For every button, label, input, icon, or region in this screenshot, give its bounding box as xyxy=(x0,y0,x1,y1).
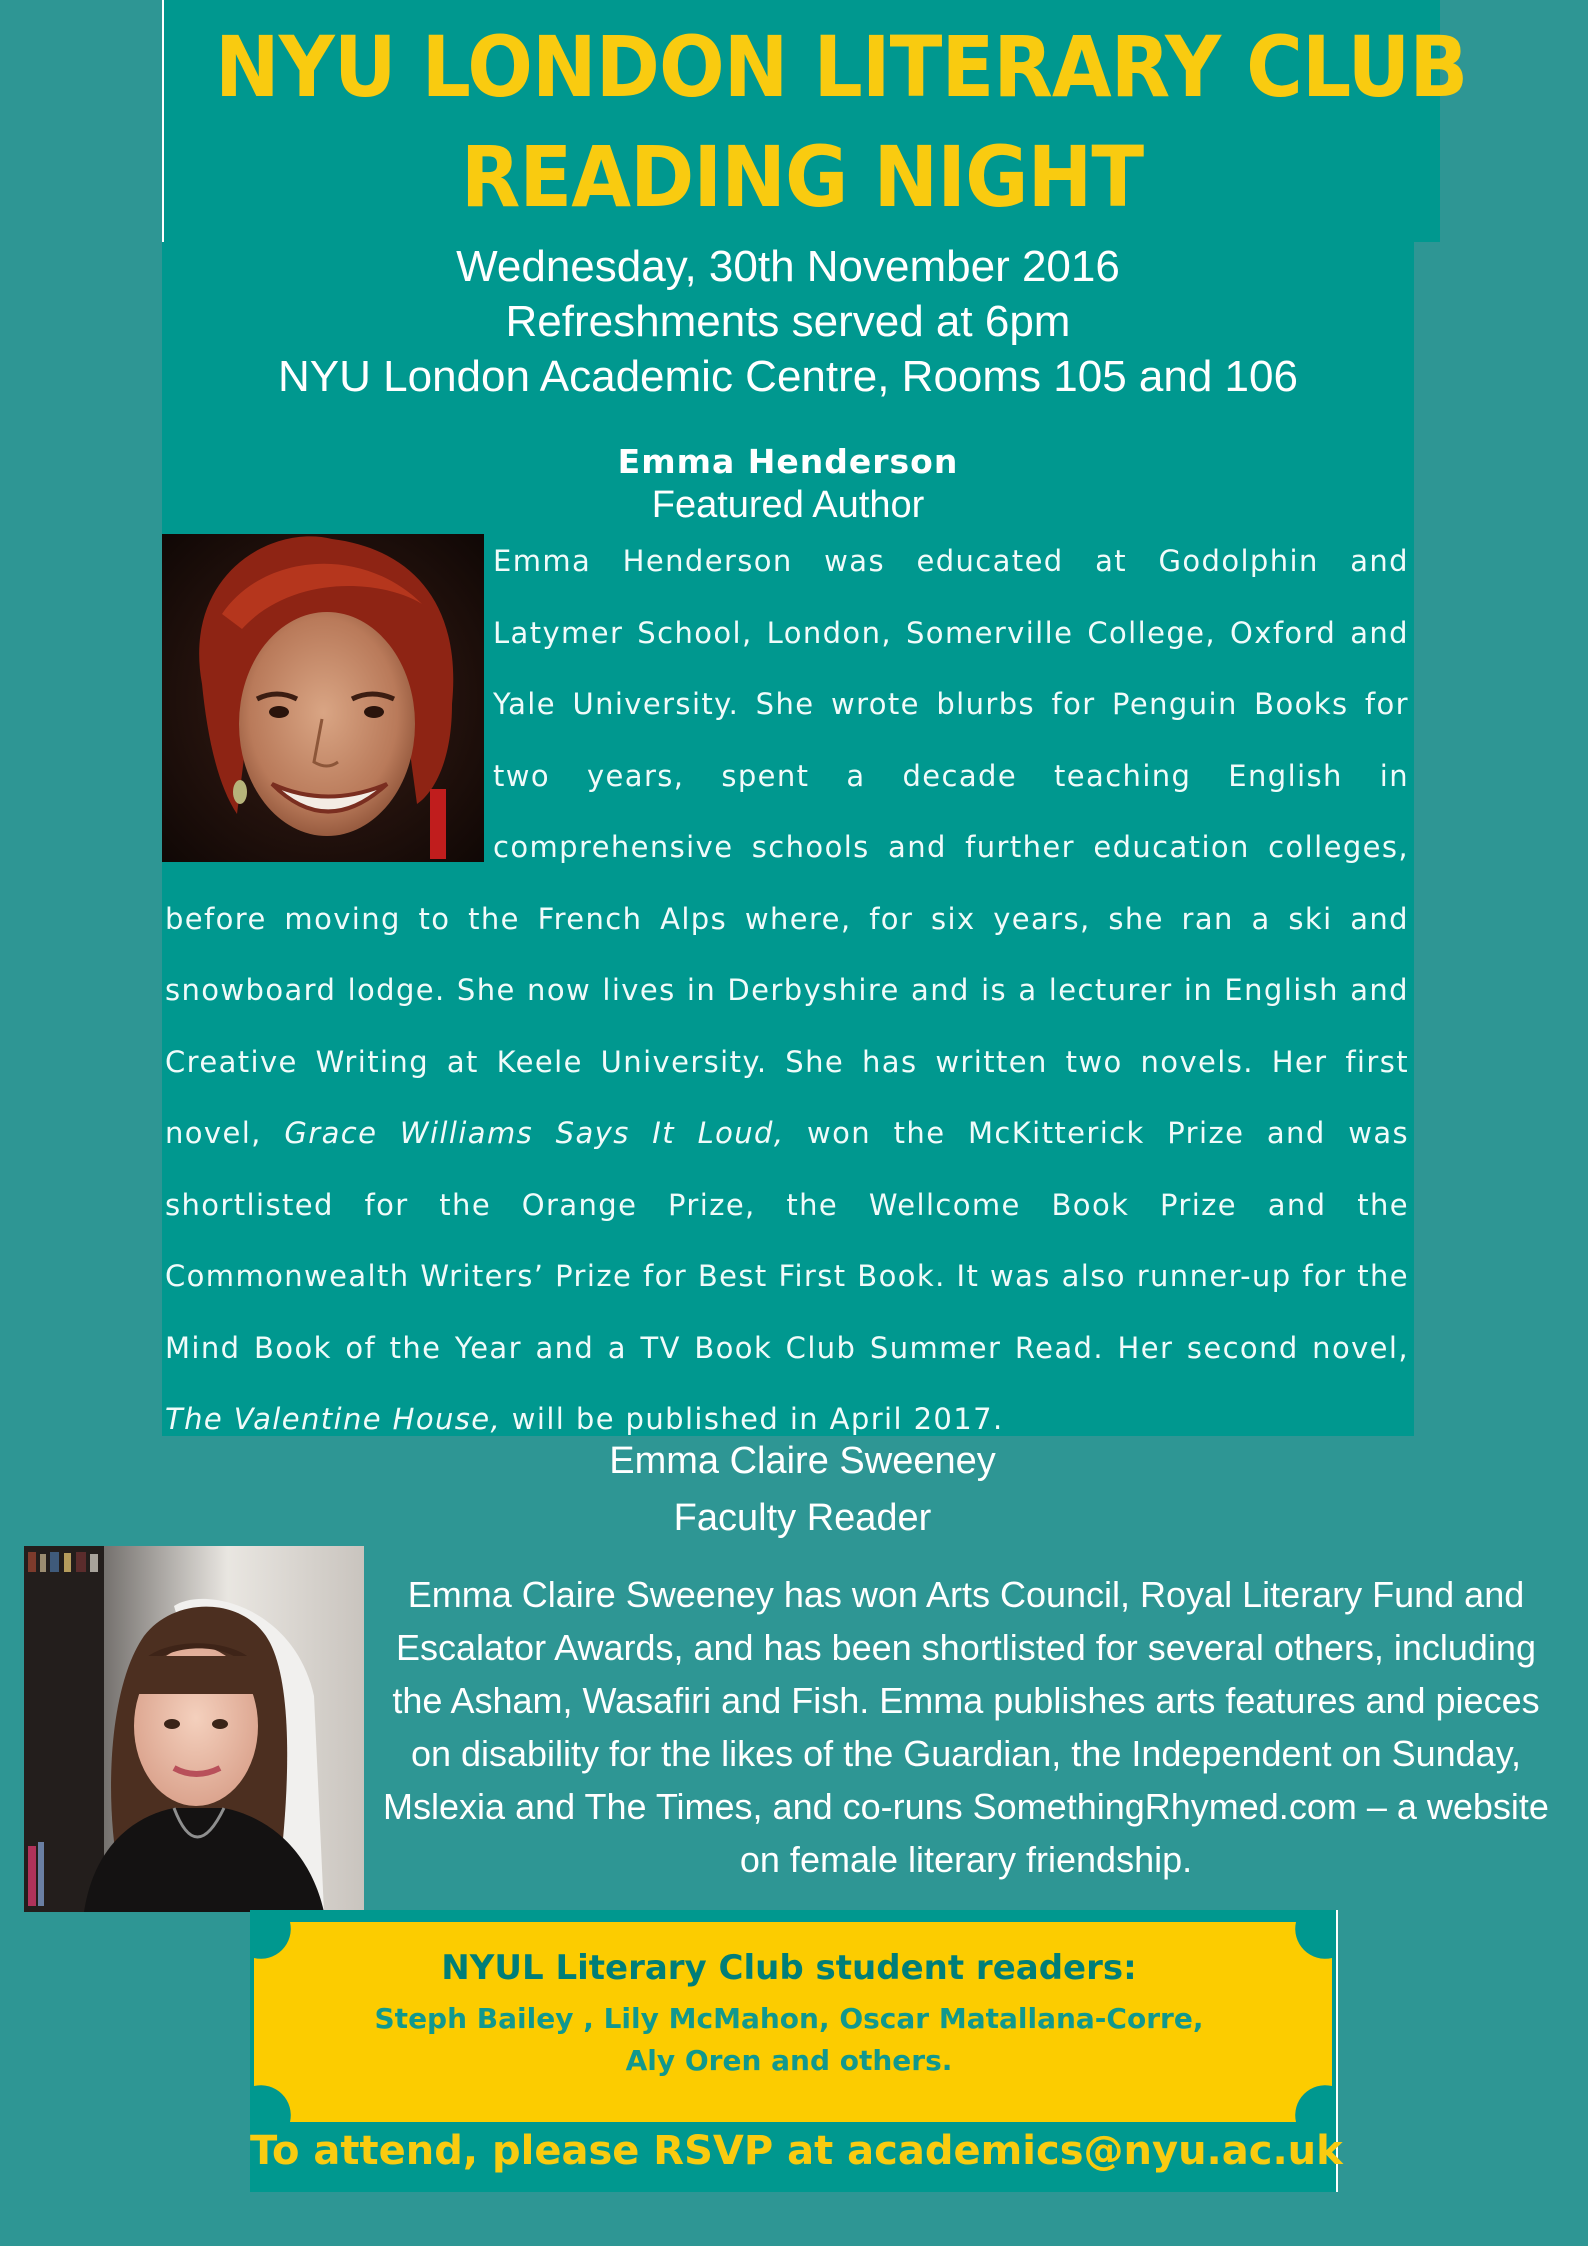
event-venue: NYU London Academic Centre, Rooms 105 and 106 xyxy=(278,352,1298,401)
bio-text-1: Emma Henderson was educated at Godolphin and Latymer School, London, Somerville College, Oxford and Yale University. She wrote blurbs for Penguin Books for two years, spent a decade teaching English in comprehensive schools and further education colleges, before moving to the French Alps where, for six years, she ran a ski and snowboard lodge. She now lives in Derbyshire and is a lecturer in English and Creative Writing at Keele University. She has written two novels. Her first novel, xyxy=(165,544,1409,1150)
featured-author-name: Emma Henderson xyxy=(617,442,959,481)
faculty-reader-bio: Emma Claire Sweeney has won Arts Council, Royal Literary Fund and Escalator Awards, and has been shortlisted for several others, including the Asham, Wasafiri and Fish. Emma publishes arts features and pieces on disability for the likes of the Guardian, the Independent on Sunday, Mslexia and The Times, and co-runs SomethingRhymed.com – a website on female literary friendship. xyxy=(383,1574,1549,1880)
event-refreshments: Refreshments served at 6pm xyxy=(505,297,1071,346)
featured-author-role: Featured Author xyxy=(651,484,925,526)
student-readers-line-1: Steph Bailey , Lily McMahon, Oscar Matallana-Corre, xyxy=(374,2002,1204,2035)
student-readers-heading: NYUL Literary Club student readers: xyxy=(441,1948,1137,1988)
title-banner xyxy=(162,0,1468,242)
faculty-reader-photo xyxy=(24,1546,364,1912)
featured-author-panel xyxy=(162,242,1414,1436)
rsvp-line: To attend, please RSVP at academics@nyu.ac.uk xyxy=(250,2128,1343,2174)
event-date: Wednesday, 30th November 2016 xyxy=(456,242,1120,291)
photo-spacer xyxy=(165,526,493,882)
book-title-2: The Valentine House, xyxy=(165,1402,502,1436)
bio-text-2: won the McKitterick Prize and was shortlisted for the Orange Prize, the Wellcome Book Prize and the Commonwealth Writers’ Prize for Best First Book. It was also runner-up for the Mind Book of the Year and a TV Book Club Summer Read. Her second novel, xyxy=(165,1116,1409,1365)
title-line-1: NYU LONDON LITERARY CLUB xyxy=(215,18,1468,116)
faculty-reader-name: Emma Claire Sweeney xyxy=(609,1440,996,1482)
featured-author-bio xyxy=(165,526,1409,1456)
book-title-1: Grace Williams Says It Loud, xyxy=(284,1116,785,1150)
faculty-reader-role: Faculty Reader xyxy=(673,1497,932,1539)
student-readers-box xyxy=(250,1910,1343,2192)
student-readers-line-2: Aly Oren and others. xyxy=(625,2044,953,2077)
bio-text-3: will be published in April 2017. xyxy=(501,1402,1004,1436)
title-line-2: READING NIGHT xyxy=(460,128,1144,226)
